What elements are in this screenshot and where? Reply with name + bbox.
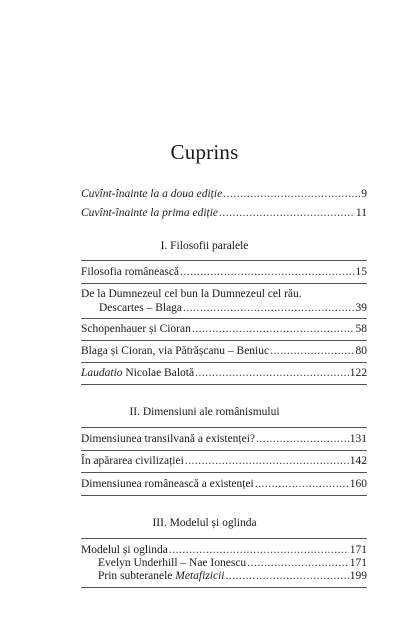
entry-title: Evelyn Underhill – Nae Ionescu (98, 557, 247, 569)
entry-title: Dimensiunea transilvană a existenței? (81, 433, 256, 445)
dot-leader (270, 344, 354, 358)
entry-page: 11 (355, 207, 367, 219)
entry-divider (81, 450, 367, 451)
entry-page: 39 (355, 302, 367, 314)
entry-page: 171 (349, 557, 367, 569)
entry-title-italic: Laudatio (81, 367, 123, 379)
entry-divider (81, 318, 367, 319)
entry-title: Cuvînt-înainte la prima ediție (81, 207, 219, 219)
section-heading-3: III. Modelul și oglinda (152, 517, 257, 529)
dot-leader (185, 454, 349, 468)
entry-divider (81, 472, 367, 473)
toc-subentry (98, 569, 367, 583)
toc-entry (81, 366, 367, 380)
entry-divider (81, 283, 367, 284)
entry-divider (81, 362, 367, 363)
toc-entry (81, 287, 367, 315)
toc-subentry (98, 556, 367, 570)
entry-title: În apărarea civilizației (81, 455, 184, 467)
dot-leader (183, 301, 354, 315)
entry-title-rest: Prin subteranele (98, 570, 176, 582)
dot-leader (256, 432, 349, 446)
entry-page: 9 (361, 188, 367, 200)
dot-leader (195, 366, 349, 380)
entry-title (98, 569, 224, 583)
dot-leader (219, 206, 355, 220)
toc-entry (81, 477, 367, 491)
section-heading-1: I. Filosofii paralele (160, 240, 249, 252)
toc-entry-foreword-1 (81, 206, 367, 220)
dot-leader (180, 265, 354, 279)
section-divider (81, 260, 367, 261)
entry-title: Blaga și Cioran, via Pătrășcanu – Beniuc (81, 345, 270, 357)
entry-page: 122 (349, 367, 367, 379)
entry-title-line2: Descartes – Blaga (99, 302, 183, 314)
entry-page: 58 (355, 323, 367, 335)
section-heading-2: II. Dimensiuni ale românismului (129, 406, 280, 418)
entry-page: 80 (355, 345, 367, 357)
entry-title: Modelul și oglinda (81, 544, 168, 556)
entry-title: Filosofia românească (81, 266, 180, 278)
entry-page: 142 (349, 455, 367, 467)
entry-title: Dimensiunea românească a existenței (81, 478, 254, 490)
entry-divider (81, 340, 367, 341)
toc-entry (81, 543, 367, 557)
toc-entry (81, 432, 367, 446)
entry-page: 199 (349, 570, 367, 582)
entry-page: 160 (349, 478, 367, 490)
dot-leader (255, 477, 349, 491)
entry-title-rest: Nicolae Balotă (122, 367, 195, 379)
toc-entry (81, 265, 367, 279)
section-divider (81, 538, 367, 539)
entry-page: 131 (349, 433, 367, 445)
dot-leader (169, 543, 349, 557)
dot-leader (192, 322, 355, 336)
entry-title: Cuvînt-înainte la a doua ediție (81, 188, 223, 200)
entry-title: Schopenhauer și Cioran (81, 323, 191, 335)
entry-title-line1: De la Dumnezeul cel bun la Dumnezeul cel rău. (81, 288, 302, 300)
toc-entry (81, 344, 367, 358)
section-divider (81, 427, 367, 428)
entry-page: 15 (355, 266, 367, 278)
dot-leader (225, 569, 348, 583)
entry-title-italic: Metafizicii (175, 570, 225, 582)
entry-page: 171 (349, 544, 367, 556)
toc-entry (81, 454, 367, 468)
toc-entry-foreword-2 (81, 187, 367, 201)
entry-title (81, 366, 194, 380)
toc-entry (81, 322, 367, 336)
dot-leader (247, 556, 349, 570)
dot-leader (223, 187, 360, 201)
entry-divider (81, 384, 367, 385)
entry-divider (81, 587, 367, 588)
entry-divider (81, 495, 367, 496)
page-title: Cuprins (170, 140, 239, 164)
